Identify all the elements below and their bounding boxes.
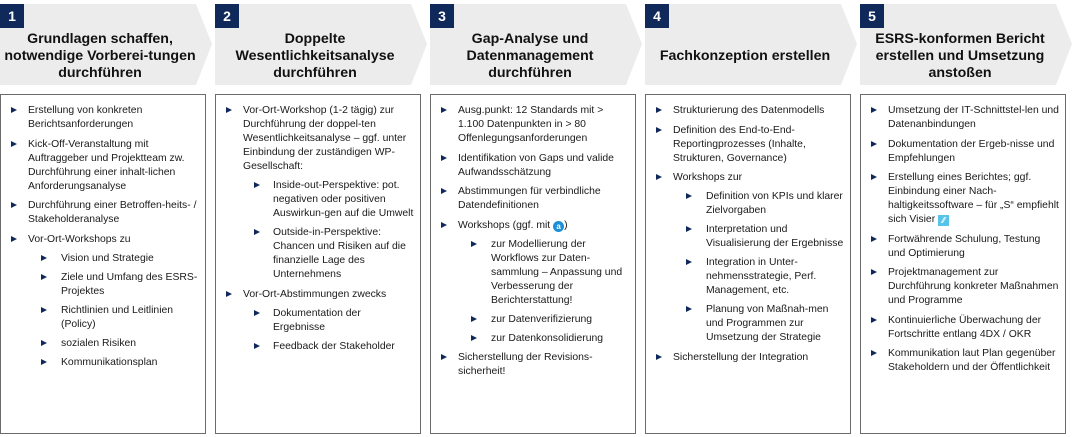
bullet-arrow-icon bbox=[471, 241, 477, 247]
list-item bbox=[9, 233, 199, 370]
bullet-arrow-icon bbox=[871, 107, 877, 113]
bullet-arrow-icon bbox=[656, 107, 662, 113]
sub-list-item bbox=[673, 190, 844, 218]
bullet-arrow-icon bbox=[441, 222, 447, 228]
sub-list-item-text: Kommunikationsplan bbox=[61, 356, 158, 368]
sub-list-item-text: Planung von Maßnah-men und Programmen zur Umsetzung der Strategie bbox=[706, 304, 829, 343]
sub-list-item bbox=[458, 332, 629, 346]
list-item-text: Vor-Ort-Workshops zu bbox=[28, 233, 131, 245]
sub-list-item-text: Outside-in-Perspektive: Chancen und Risiken auf die finanzielle Lage des Unternehmens bbox=[273, 227, 406, 280]
list-item bbox=[439, 219, 629, 346]
sub-list-item bbox=[673, 303, 844, 345]
phase-title: Doppelte Wesentlichkeitsanalyse durchführen bbox=[235, 31, 395, 81]
phase-content-box bbox=[215, 94, 421, 434]
bullet-arrow-icon bbox=[686, 193, 692, 199]
phase-title: ESRS-konformen Bericht erstellen und Umsetzung anstoßen bbox=[875, 31, 1045, 81]
sub-list-item-text: Definition von KPIs und klarer Zielvorgaben bbox=[706, 191, 843, 216]
list-item bbox=[439, 104, 629, 146]
list-item bbox=[224, 288, 414, 354]
list-item-text: Sicherstellung der Integration bbox=[673, 351, 809, 363]
bullet-arrow-icon bbox=[656, 354, 662, 360]
list-item bbox=[654, 171, 844, 345]
list-item bbox=[439, 152, 629, 180]
list-item-text: Definition des End-to-End-Reportingprozesses (Inhalte, Strukturen, Governance) bbox=[673, 124, 806, 164]
phase-content-box bbox=[0, 94, 206, 434]
sub-list-item-text: zur Modellierung der Workflows zur Daten-sammlung – Anpassung und Verbesserung der Berichterstattung! bbox=[491, 238, 623, 306]
bullet-arrow-icon bbox=[441, 107, 447, 113]
sub-list-item bbox=[673, 223, 844, 251]
bullet-arrow-icon bbox=[11, 141, 17, 147]
list-item-text: Vor-Ort-Workshop (1-2 tägig) zur Durchführung der doppel-ten Wesentlichkeitsanalyse – ggf. unter Einbindung der zuständigen WP-Gesellschaft: bbox=[243, 105, 407, 172]
list-item bbox=[869, 314, 1059, 342]
phase-title: Fachkonzeption erstellen bbox=[659, 48, 831, 64]
sub-list-item bbox=[28, 337, 199, 351]
list-item-text: Durchführung einer Betroffen-heits- / Stakeholderanalyse bbox=[28, 200, 197, 225]
software-logo-icon: a bbox=[553, 221, 564, 232]
bullet-arrow-icon bbox=[254, 182, 260, 188]
list-item-text: Erstellung eines Berichtes; ggf. Einbindung einer Nach-haltigkeitssoftware – für „S“ empfiehlt sich Visier bbox=[888, 172, 1059, 225]
list-item bbox=[439, 185, 629, 213]
bullet-arrow-icon bbox=[871, 350, 877, 356]
sub-list-item-text: zur Datenkonsolidierung bbox=[491, 332, 604, 344]
sub-list-item bbox=[673, 256, 844, 298]
sub-list-item bbox=[28, 356, 199, 370]
sub-list-item bbox=[458, 313, 629, 327]
sub-list-item-text: sozialen Risiken bbox=[61, 337, 137, 349]
sub-list-item bbox=[458, 238, 629, 308]
phase-content-box bbox=[860, 94, 1066, 434]
bullet-arrow-icon bbox=[686, 306, 692, 312]
sub-list-item-text: Interpretation und Visualisierung der Ergebnisse bbox=[706, 224, 844, 249]
bullet-arrow-icon bbox=[41, 340, 47, 346]
bullet-arrow-icon bbox=[226, 291, 232, 297]
list-item bbox=[9, 138, 199, 194]
list-item bbox=[869, 104, 1059, 132]
sub-list-item-text: Richtlinien und Leitlinien (Policy) bbox=[61, 304, 174, 330]
bullet-arrow-icon bbox=[11, 107, 17, 113]
list-item bbox=[869, 266, 1059, 308]
phase-number-badge: 4 bbox=[645, 4, 669, 28]
bullet-arrow-icon bbox=[686, 259, 692, 265]
sub-list-item bbox=[28, 252, 199, 266]
list-item bbox=[869, 233, 1059, 261]
bullet-arrow-icon bbox=[871, 317, 877, 323]
phase-content-box bbox=[430, 94, 636, 434]
bullet-arrow-icon bbox=[254, 229, 260, 235]
list-item bbox=[869, 347, 1059, 375]
bullet-arrow-icon bbox=[441, 354, 447, 360]
phase-number-badge: 1 bbox=[0, 4, 24, 28]
bullet-arrow-icon bbox=[656, 127, 662, 133]
list-item-text: Strukturierung des Datenmodells bbox=[673, 105, 825, 116]
list-item bbox=[869, 171, 1059, 227]
list-item-text: Erstellung von konkreten Berichtsanforderungen bbox=[28, 105, 143, 130]
bullet-arrow-icon bbox=[11, 236, 17, 242]
list-item-suffix: ) bbox=[564, 219, 568, 231]
phase-content-box bbox=[645, 94, 851, 434]
bullet-arrow-icon bbox=[41, 274, 47, 280]
list-item-text: Fortwährende Schulung, Testung und Optimierung bbox=[888, 233, 1041, 259]
sub-list-item-text: Dokumentation der Ergebnisse bbox=[273, 307, 361, 333]
list-item-text: Abstimmungen für verbindliche Datendefinitionen bbox=[458, 186, 601, 211]
sub-list-item bbox=[28, 304, 199, 332]
phase-title: Grundlagen schaffen, notwendige Vorberei-tungen durchführen bbox=[4, 31, 196, 81]
list-item bbox=[9, 199, 199, 227]
bullet-arrow-icon bbox=[226, 107, 232, 113]
sub-list-item-text: Ziele und Umfang des ESRS-Projektes bbox=[61, 271, 198, 297]
sub-list-item bbox=[243, 226, 414, 282]
bullet-arrow-icon bbox=[11, 202, 17, 208]
list-item-text: Workshops zur bbox=[673, 172, 743, 183]
sub-list-item-text: zur Datenverifizierung bbox=[491, 313, 593, 325]
list-item bbox=[224, 104, 414, 282]
list-item-text: Ausg.punkt: 12 Standards mit > 1.100 Datenpunkten in > 80 Offenlegungsanforderungen bbox=[458, 105, 604, 144]
bullet-arrow-icon bbox=[441, 188, 447, 194]
list-item bbox=[869, 138, 1059, 166]
list-item-text: Workshops (ggf. mit bbox=[458, 219, 551, 231]
bullet-arrow-icon bbox=[254, 343, 260, 349]
sub-list-item-text: Vision und Strategie bbox=[61, 252, 154, 264]
bullet-arrow-icon bbox=[871, 236, 877, 242]
list-item bbox=[654, 351, 844, 365]
bullet-arrow-icon bbox=[871, 174, 877, 180]
sub-list-item bbox=[243, 340, 414, 354]
sub-list-item-text: Integration in Unter-nehmensstrategie, Perf. Management, etc. bbox=[706, 257, 817, 296]
list-item-text: Kommunikation laut Plan gegenüber Stakeholdern und der Öffentlichkeit bbox=[888, 348, 1056, 373]
visier-logo-icon: ⁄⁄ bbox=[938, 215, 949, 226]
sub-list-item bbox=[243, 307, 414, 335]
bullet-arrow-icon bbox=[41, 359, 47, 365]
list-item-text: Kontinuierliche Überwachung der Fortschritte entlang 4DX / OKR bbox=[888, 314, 1042, 340]
list-item bbox=[439, 351, 629, 379]
list-item-text: Kick-Off-Veranstaltung mit Auftraggeber und Projektteam zw. Durchführung einer inhalt-lichen Anforderungsanalyse bbox=[28, 138, 185, 192]
list-item-text: Projektmanagement zur Durchführung konkreter Maßnahmen und Programme bbox=[888, 267, 1059, 306]
bullet-arrow-icon bbox=[41, 255, 47, 261]
list-item-text: Identifikation von Gaps und valide Aufwandsschätzung bbox=[458, 152, 614, 178]
sub-list-item bbox=[243, 179, 414, 221]
phase-number-badge: 5 bbox=[860, 4, 884, 28]
list-item-text: Sicherstellung der Revisions-sicherheit! bbox=[458, 352, 593, 377]
phase-number-badge: 3 bbox=[430, 4, 454, 28]
sub-list-item-text: Feedback der Stakeholder bbox=[273, 340, 395, 352]
phase-title: Gap-Analyse und Datenmanagement durchführen bbox=[466, 31, 594, 81]
phase-number-badge: 2 bbox=[215, 4, 239, 28]
list-item-text: Vor-Ort-Abstimmungen zwecks bbox=[243, 288, 387, 300]
sub-list-item bbox=[28, 271, 199, 299]
bullet-arrow-icon bbox=[471, 335, 477, 341]
bullet-arrow-icon bbox=[871, 141, 877, 147]
bullet-arrow-icon bbox=[254, 310, 260, 316]
list-item-text: Dokumentation der Ergeb-nisse und Empfehlungen bbox=[888, 138, 1055, 164]
list-item-text: Umsetzung der IT-Schnittstel-len und Datenanbindungen bbox=[888, 105, 1059, 130]
sub-list-item-text: Inside-out-Perspektive: pot. negativen oder positiven Auswirkun-gen auf die Umwelt bbox=[273, 180, 414, 219]
bullet-arrow-icon bbox=[41, 307, 47, 313]
list-item bbox=[654, 124, 844, 166]
bullet-arrow-icon bbox=[441, 155, 447, 161]
bullet-arrow-icon bbox=[471, 316, 477, 322]
bullet-arrow-icon bbox=[656, 174, 662, 180]
bullet-arrow-icon bbox=[871, 269, 877, 275]
bullet-arrow-icon bbox=[686, 226, 692, 232]
list-item bbox=[654, 104, 844, 118]
list-item bbox=[9, 104, 199, 132]
